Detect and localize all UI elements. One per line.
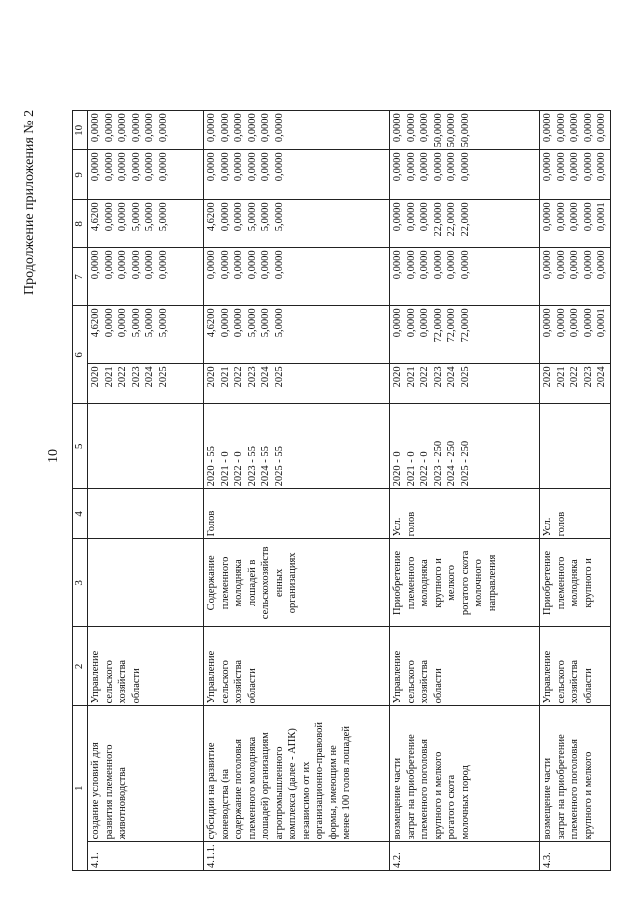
target-values [540, 404, 611, 489]
funding-col10-line: 0,0000 [596, 113, 607, 143]
event-description-line: енных [273, 568, 285, 597]
event-description-line: Приобретение [392, 550, 403, 615]
funding-col7-line: 0,0000 [405, 250, 417, 280]
measure-name-line: лошадей) организациям [260, 732, 271, 840]
measure-name-line: менее 100 голов лошадей [341, 726, 352, 840]
target-values-line: 2023 - 55 [246, 446, 258, 487]
funding-col7-line: 0,0000 [459, 250, 471, 280]
measure-name-line: развития племенного [103, 744, 115, 840]
year-line: 2020 [206, 366, 217, 388]
funding-total-line: 5,0000 [144, 308, 155, 338]
year-line: 2024 [144, 366, 155, 388]
header-row [73, 111, 88, 871]
executor-line: области [130, 668, 142, 704]
funding-col8 [390, 200, 540, 248]
funding-col10 [540, 111, 611, 150]
funding-col9-line: 0,0000 [405, 152, 417, 182]
funding-col8-line: 5,0000 [130, 202, 142, 232]
funding-col7-line: 0,0000 [260, 250, 271, 280]
funding-col7-line: 0,0000 [419, 250, 430, 280]
measure-name-line: крупного и мелкого [432, 751, 444, 840]
funding-col10-line: 0,0000 [130, 113, 142, 143]
event-description [390, 539, 540, 627]
unit-line: Усл. [392, 517, 403, 537]
target-values-line: 2022 - 0 [233, 451, 244, 487]
executor-line: Управление [392, 650, 403, 704]
target-values [88, 404, 204, 489]
unit-line: Голов [206, 510, 217, 537]
funding-total-line: 0,0000 [233, 308, 244, 338]
funding-col8-line: 0,0000 [392, 202, 403, 232]
year-line: 2025 [273, 366, 285, 388]
funding-col9-line: 0,0000 [144, 152, 155, 182]
row-number: 4.1. [88, 842, 204, 871]
year-line: 2020 [90, 366, 101, 388]
funding-col9-line: 0,0000 [157, 152, 169, 182]
unit-line: голов [555, 511, 567, 537]
row-number: 4.2. [390, 842, 540, 871]
year-line: 2022 [117, 366, 128, 388]
event-description-line: Содержание [206, 555, 217, 611]
funding-col9-line: 0,0000 [273, 152, 285, 182]
target-values-line: 2023 - 250 [432, 440, 444, 487]
funding-col9-line: 0,0000 [130, 152, 142, 182]
funding-col8 [540, 200, 611, 248]
funding-col8-line: 5,0000 [246, 202, 258, 232]
funding-col9-line: 0,0000 [542, 152, 553, 182]
table-row [390, 111, 540, 871]
funding-col8-line: 22,0000 [432, 202, 444, 237]
row-number: 4.1.1. [204, 842, 390, 871]
measure-name-line: независимо от их [300, 761, 312, 840]
unit-line: голов [405, 511, 417, 537]
funding-total-line: 5,0000 [260, 308, 271, 338]
funding-col10-line: 0,0000 [392, 113, 403, 143]
funding-total-line: 0,0001 [596, 308, 607, 338]
funding-col10 [390, 111, 540, 150]
target-values-line: 2024 - 250 [446, 440, 457, 487]
funding-total-line: 5,0000 [273, 308, 285, 338]
event-description-line: крупного и [432, 558, 444, 608]
measure-name-line: возмещение части [542, 757, 553, 840]
funding-col7-line: 0,0000 [219, 250, 231, 280]
funding-total-line: 4,6200 [90, 308, 101, 338]
funding-total-line: 72,0000 [446, 308, 457, 343]
header-cell: 7 [73, 248, 88, 306]
executor-line: Управление [542, 650, 553, 704]
event-description-line: мелкого [446, 565, 457, 601]
event-description-line: сельскохозяйств [260, 546, 271, 620]
target-values-line: 2025 - 250 [459, 440, 471, 487]
funding-col7-line: 0,0000 [206, 250, 217, 280]
measure-name-line: комплекса (далее - АПК) [287, 728, 298, 840]
funding-total-line: 0,0000 [117, 308, 128, 338]
measure-name-line: возмещение части [392, 757, 403, 840]
year [540, 364, 611, 404]
funding-col8-line: 0,0000 [419, 202, 430, 232]
table-row [88, 111, 204, 871]
funding-total-line: 4,6200 [206, 308, 217, 338]
funding-col10-line: 0,0000 [405, 113, 417, 143]
funding-col10-line: 0,0000 [273, 113, 285, 143]
event-description-line: организациях [287, 552, 298, 614]
funding-total-line: 0,0000 [542, 308, 553, 338]
executor-line: сельского [405, 660, 417, 704]
funding-col8-line: 5,0000 [157, 202, 169, 232]
funding-col10-line: 0,0000 [419, 113, 430, 143]
funding-col9-line: 0,0000 [569, 152, 580, 182]
funding-col10 [204, 111, 390, 150]
event-description-line: Приобретение [542, 550, 553, 615]
funding-total [204, 306, 390, 364]
funding-col8-line: 0,0000 [542, 202, 553, 232]
funding-col10-line: 0,0000 [206, 113, 217, 143]
funding-col10-line: 50,0000 [459, 113, 471, 148]
funding-col9-line: 0,0000 [446, 152, 457, 182]
funding-col10-line: 0,0000 [542, 113, 553, 143]
measure-name-line: коневодства (на [219, 768, 231, 840]
header-cell: 9 [73, 150, 88, 200]
year-line: 2020 [542, 366, 553, 388]
event-description [204, 539, 390, 627]
funding-col9-line: 0,0000 [392, 152, 403, 182]
funding-col9-line: 0,0000 [582, 152, 594, 182]
funding-col7-line: 0,0000 [144, 250, 155, 280]
funding-col7-line: 0,0000 [432, 250, 444, 280]
executor-line: сельского [219, 660, 231, 704]
funding-total-line: 0,0000 [419, 308, 430, 338]
page-number: 10 [46, 449, 61, 463]
measure-name-line: содержание поголовья [233, 738, 244, 840]
event-description-line: молочного [473, 559, 484, 607]
event-description-line: молодняка [569, 559, 580, 607]
funding-col7-line: 0,0000 [157, 250, 169, 280]
funding-col7-line: 0,0000 [233, 250, 244, 280]
funding-total-line: 0,0000 [582, 308, 594, 338]
funding-col8-line: 0,0000 [117, 202, 128, 232]
event-description-line: крупного и [582, 558, 594, 608]
year-line: 2020 [392, 366, 403, 388]
year [390, 364, 540, 404]
year-line: 2025 [157, 366, 169, 388]
funding-col7-line: 0,0000 [130, 250, 142, 280]
funding-col10-line: 0,0000 [233, 113, 244, 143]
funding-total [88, 306, 204, 364]
funding-col8-line: 0,0000 [219, 202, 231, 232]
target-values [390, 404, 540, 489]
year-line: 2023 [246, 366, 258, 388]
funding-col9-line: 0,0000 [117, 152, 128, 182]
measure-name-line: затрат на приобретение [555, 734, 567, 840]
measure-name [88, 706, 204, 842]
executor-line: сельского [555, 660, 567, 704]
measure-name-line: субсидии на развитие [206, 742, 217, 840]
event-description-line: молодняка [233, 559, 244, 607]
executor-line: области [432, 668, 444, 704]
funding-col10-line: 0,0000 [90, 113, 101, 143]
funding-col9 [390, 150, 540, 200]
header-cell: 1 [73, 706, 88, 871]
executor-line: области [246, 668, 258, 704]
header-cell: 3 [73, 539, 88, 627]
funding-col8-line: 0,0000 [233, 202, 244, 232]
funding-col7-line: 0,0000 [90, 250, 101, 280]
measure-name-line: племенного молодняка [246, 736, 258, 840]
funding-col10-line: 50,0000 [446, 113, 457, 148]
measure-name-line: племенного поголовья [419, 739, 430, 840]
funding-col9-line: 0,0000 [206, 152, 217, 182]
funding-col7 [204, 248, 390, 306]
year-line: 2024 [596, 366, 607, 388]
funding-col10 [88, 111, 204, 150]
unit [204, 489, 390, 539]
funding-col8-line: 0,0001 [596, 202, 607, 232]
funding-col8-line: 0,0000 [555, 202, 567, 232]
funding-col8-line: 5,0000 [260, 202, 271, 232]
target-values-line: 2021 - 0 [219, 451, 231, 487]
funding-col9-line: 0,0000 [459, 152, 471, 182]
funding-total-line: 5,0000 [246, 308, 258, 338]
funding-col10-line: 0,0000 [246, 113, 258, 143]
target-values-line: 2024 - 55 [260, 446, 271, 487]
funding-col7-line: 0,0000 [273, 250, 285, 280]
executor-line: Управление [90, 650, 101, 704]
event-description [88, 539, 204, 627]
table-row [204, 111, 390, 871]
header-cell: 10 [73, 111, 88, 150]
target-values-line: 2022 - 0 [419, 451, 430, 487]
measure-name-line: затрат на приобретение [405, 734, 417, 840]
funding-col10-line: 0,0000 [103, 113, 115, 143]
funding-col8-line: 0,0000 [103, 202, 115, 232]
funding-total-line: 0,0000 [392, 308, 403, 338]
funding-col9-line: 0,0000 [219, 152, 231, 182]
target-values-line: 2025 - 55 [273, 446, 285, 487]
executor [204, 627, 390, 706]
header-cell: 5 [73, 404, 88, 489]
funding-col7-line: 0,0000 [392, 250, 403, 280]
funding-total [540, 306, 611, 364]
funding-col8 [204, 200, 390, 248]
header-cell: 2 [73, 627, 88, 706]
funding-col9 [204, 150, 390, 200]
measure-name [390, 706, 540, 842]
funding-col9-line: 0,0000 [233, 152, 244, 182]
year-line: 2024 [260, 366, 271, 388]
funding-col10-line: 50,0000 [432, 113, 444, 148]
year-line: 2023 [582, 366, 594, 388]
executor-line: хозяйства [569, 659, 580, 704]
header-cell: 4 [73, 489, 88, 539]
funding-col10-line: 0,0000 [219, 113, 231, 143]
header-cell: 8 [73, 200, 88, 248]
executor-line: хозяйства [117, 659, 128, 704]
funding-col10-line: 0,0000 [582, 113, 594, 143]
event-description-line: племенного [555, 556, 567, 610]
unit-line: Усл. [542, 517, 553, 537]
funding-col8-line: 4,6200 [206, 202, 217, 232]
funding-col10-line: 0,0000 [144, 113, 155, 143]
measure-name [540, 706, 611, 842]
funding-col7-line: 0,0000 [246, 250, 258, 280]
year-line: 2022 [233, 366, 244, 388]
row-number: 4.3. [540, 842, 611, 871]
funding-col8 [88, 200, 204, 248]
funding-col9-line: 0,0000 [555, 152, 567, 182]
funding-col8-line: 5,0000 [144, 202, 155, 232]
funding-col7 [88, 248, 204, 306]
measure-name-line: племенного поголовья [569, 739, 580, 840]
funding-col9-line: 0,0000 [260, 152, 271, 182]
event-description [540, 539, 611, 627]
funding-col7-line: 0,0000 [555, 250, 567, 280]
event-description-line: молодняка [419, 559, 430, 607]
funding-col7-line: 0,0000 [569, 250, 580, 280]
year-line: 2021 [103, 366, 115, 388]
year [204, 364, 390, 404]
measure-name-line: молочных пород [459, 765, 471, 840]
program-table [72, 110, 611, 871]
year-line: 2022 [419, 366, 430, 388]
unit [540, 489, 611, 539]
event-description-line: рогатого скота [459, 550, 471, 616]
event-description-line: племенного [405, 556, 417, 610]
measure-name-line: животноводства [117, 767, 128, 840]
unit [390, 489, 540, 539]
funding-col9-line: 0,0000 [432, 152, 444, 182]
funding-total-line: 0,0000 [103, 308, 115, 338]
executor [390, 627, 540, 706]
funding-col8-line: 0,0000 [569, 202, 580, 232]
event-description-line: лошадей в [246, 559, 258, 607]
funding-col8-line: 0,0000 [582, 202, 594, 232]
funding-col8-line: 0,0000 [405, 202, 417, 232]
year-line: 2021 [555, 366, 567, 388]
header-cell: 6 [73, 306, 88, 404]
funding-total-line: 0,0000 [219, 308, 231, 338]
funding-col7-line: 0,0000 [596, 250, 607, 280]
funding-total-line: 5,0000 [130, 308, 142, 338]
funding-col8-line: 22,0000 [446, 202, 457, 237]
measure-name-line: рогатого скота [446, 774, 457, 840]
funding-total-line: 5,0000 [157, 308, 169, 338]
event-description-line: направления [486, 554, 498, 612]
funding-col10-line: 0,0000 [260, 113, 271, 143]
funding-col9 [540, 150, 611, 200]
year-line: 2024 [446, 366, 457, 388]
funding-col10-line: 0,0000 [555, 113, 567, 143]
executor-line: хозяйства [419, 659, 430, 704]
funding-col10-line: 0,0000 [569, 113, 580, 143]
funding-total-line: 72,0000 [432, 308, 444, 343]
measure-name-line: организационно-правовой [314, 721, 325, 840]
target-values [204, 404, 390, 489]
executor-line: области [582, 668, 594, 704]
funding-col7-line: 0,0000 [117, 250, 128, 280]
funding-col8-line: 22,0000 [459, 202, 471, 237]
funding-col9-line: 0,0000 [419, 152, 430, 182]
funding-col8-line: 5,0000 [273, 202, 285, 232]
executor [540, 627, 611, 706]
target-values-line: 2020 - 0 [392, 451, 403, 487]
year-line: 2023 [432, 366, 444, 388]
funding-col7 [390, 248, 540, 306]
measure-name-line: создание условий для [90, 742, 101, 840]
funding-total-line: 0,0000 [555, 308, 567, 338]
unit [88, 489, 204, 539]
target-values-line: 2020 - 55 [206, 446, 217, 487]
funding-col7-line: 0,0000 [542, 250, 553, 280]
funding-col7 [540, 248, 611, 306]
executor-line: сельского [103, 660, 115, 704]
year-line: 2023 [130, 366, 142, 388]
table-row [540, 111, 611, 871]
target-values-line: 2021 - 0 [405, 451, 417, 487]
executor-line: Управление [206, 650, 217, 704]
funding-total-line: 72,0000 [459, 308, 471, 343]
funding-col7-line: 0,0000 [582, 250, 594, 280]
funding-col9-line: 0,0000 [596, 152, 607, 182]
measure-name-line: агропромышленного [273, 746, 285, 840]
funding-col9-line: 0,0000 [90, 152, 101, 182]
funding-col8-line: 4,6200 [90, 202, 101, 232]
funding-col10-line: 0,0000 [117, 113, 128, 143]
year-line: 2021 [219, 366, 231, 388]
year-line: 2025 [459, 366, 471, 388]
funding-col10-line: 0,0000 [157, 113, 169, 143]
measure-name-line: формы, имеющим не [327, 745, 339, 840]
funding-col9 [88, 150, 204, 200]
funding-total [390, 306, 540, 364]
funding-col7-line: 0,0000 [103, 250, 115, 280]
executor-line: хозяйства [233, 659, 244, 704]
measure-name [204, 706, 390, 842]
funding-total-line: 0,0000 [405, 308, 417, 338]
continuation-title: Продолжение приложения № 2 [22, 109, 37, 295]
executor [88, 627, 204, 706]
funding-total-line: 0,0000 [569, 308, 580, 338]
year-line: 2021 [405, 366, 417, 388]
event-description-line: племенного [219, 556, 231, 610]
funding-col7-line: 0,0000 [446, 250, 457, 280]
year [88, 364, 204, 404]
measure-name-line: крупного и мелкого [582, 751, 594, 840]
year-line: 2022 [569, 366, 580, 388]
funding-col9-line: 0,0000 [103, 152, 115, 182]
funding-col9-line: 0,0000 [246, 152, 258, 182]
